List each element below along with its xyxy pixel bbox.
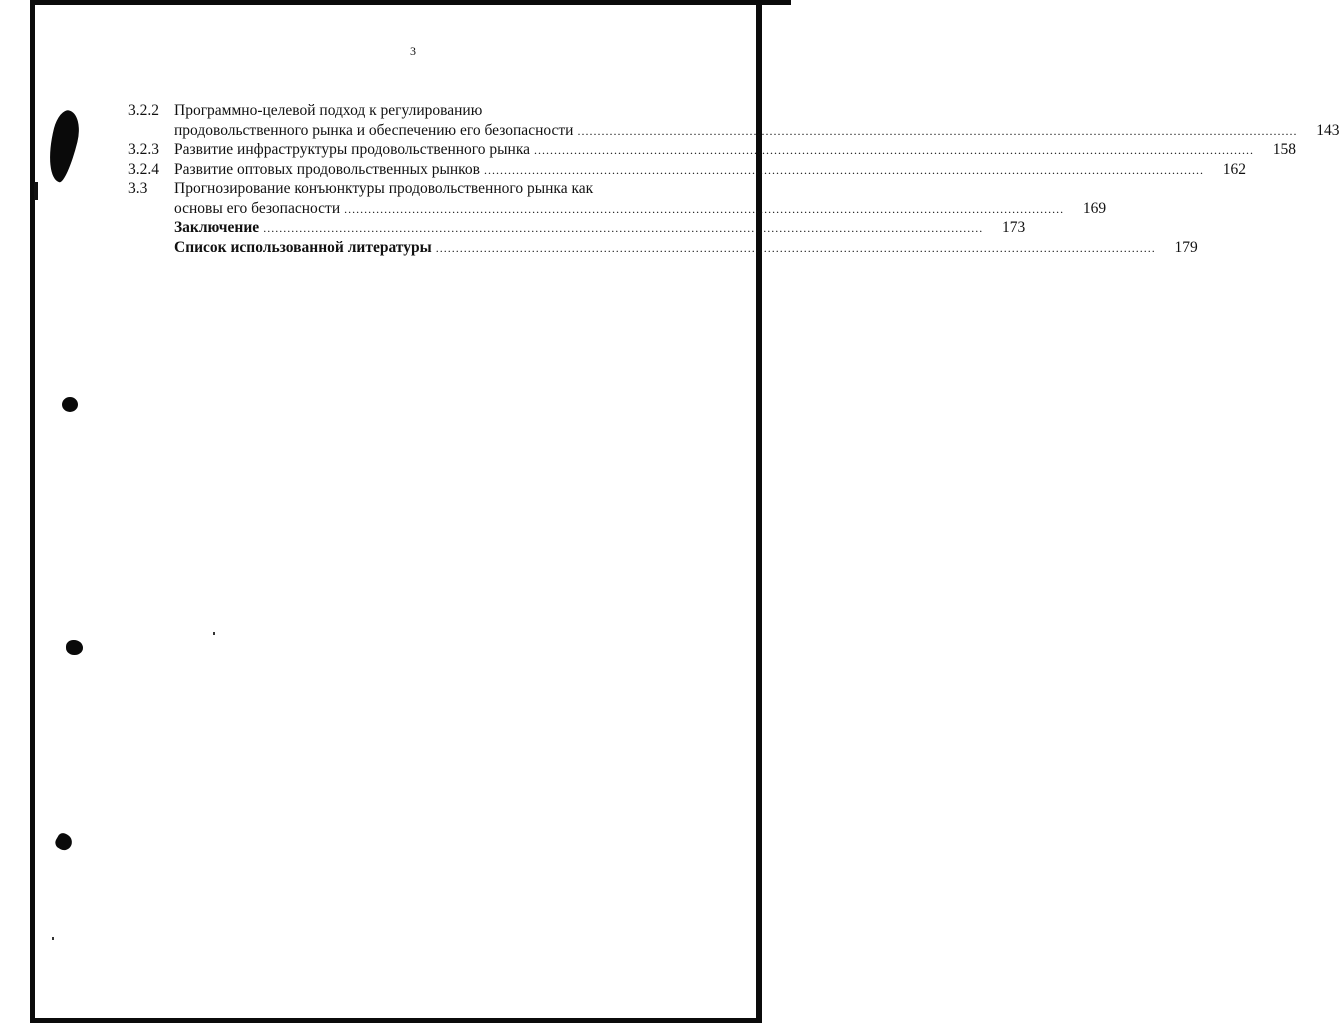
toc-entry-page: 143 [1316, 121, 1339, 139]
toc-entry-page: 173 [1001, 219, 1026, 236]
toc-entry-page: 169 [1082, 199, 1107, 217]
scan-speck [52, 937, 54, 940]
toc-leader-dots [577, 122, 1297, 142]
toc-leader-dots [436, 239, 1156, 259]
toc-entry-3-3-line-2 [128, 199, 1107, 219]
scan-speck [213, 632, 215, 635]
toc-entry-page: 179 [1174, 238, 1198, 256]
toc-entry-title: Развитие инфраструктуры продовольственного рынка [174, 141, 531, 158]
toc-entry-title: Заключение [174, 219, 260, 236]
scan-ink-blot [42, 108, 85, 184]
punch-hole-mark [66, 640, 83, 655]
toc-entry-number: 3.3 [128, 180, 148, 197]
table-of-contents [128, 101, 1339, 257]
toc-entry-conclusion [128, 218, 1026, 238]
toc-entry-3-2-3 [128, 140, 1297, 160]
punch-hole-mark [62, 397, 78, 412]
scan-border-bottom [30, 1018, 762, 1023]
toc-entry-title: Программно-целевой подход к регулированию [174, 102, 483, 119]
page-number: 3 [410, 44, 416, 58]
toc-entry-3-2-2-line-1 [128, 101, 714, 121]
toc-leader-dots [344, 200, 1064, 220]
toc-entry-page: 162 [1222, 160, 1246, 178]
toc-entry-bibliography [128, 238, 1198, 258]
toc-leader-dots [534, 141, 1254, 161]
toc-entry-number: 3.2.2 [128, 102, 159, 119]
scan-border-top [30, 0, 791, 5]
toc-entry-number: 3.2.3 [128, 141, 159, 158]
toc-entry-title: Список использованной литературы [174, 238, 432, 256]
toc-leader-dots [263, 219, 983, 239]
toc-entry-3-2-2-line-2 [128, 121, 1339, 141]
toc-entry-title: Развитие оптовых продовольственных рынков [174, 160, 480, 178]
punch-hole-mark [53, 831, 75, 853]
toc-entry-title: Прогнозирование конъюнктуры продовольственного рынка как [174, 180, 594, 197]
toc-entry-title: продовольственного рынка и обеспечению его безопасности [174, 121, 574, 139]
toc-entry-number: 3.2.4 [128, 160, 159, 178]
toc-entry-title: основы его безопасности [174, 199, 341, 217]
toc-entry-3-3-line-1 [128, 179, 714, 199]
scan-speck [34, 182, 38, 200]
toc-entry-page: 158 [1272, 141, 1297, 158]
toc-entry-3-2-4 [128, 160, 1246, 180]
scan-border-left [30, 0, 35, 1023]
toc-leader-dots [484, 161, 1204, 181]
